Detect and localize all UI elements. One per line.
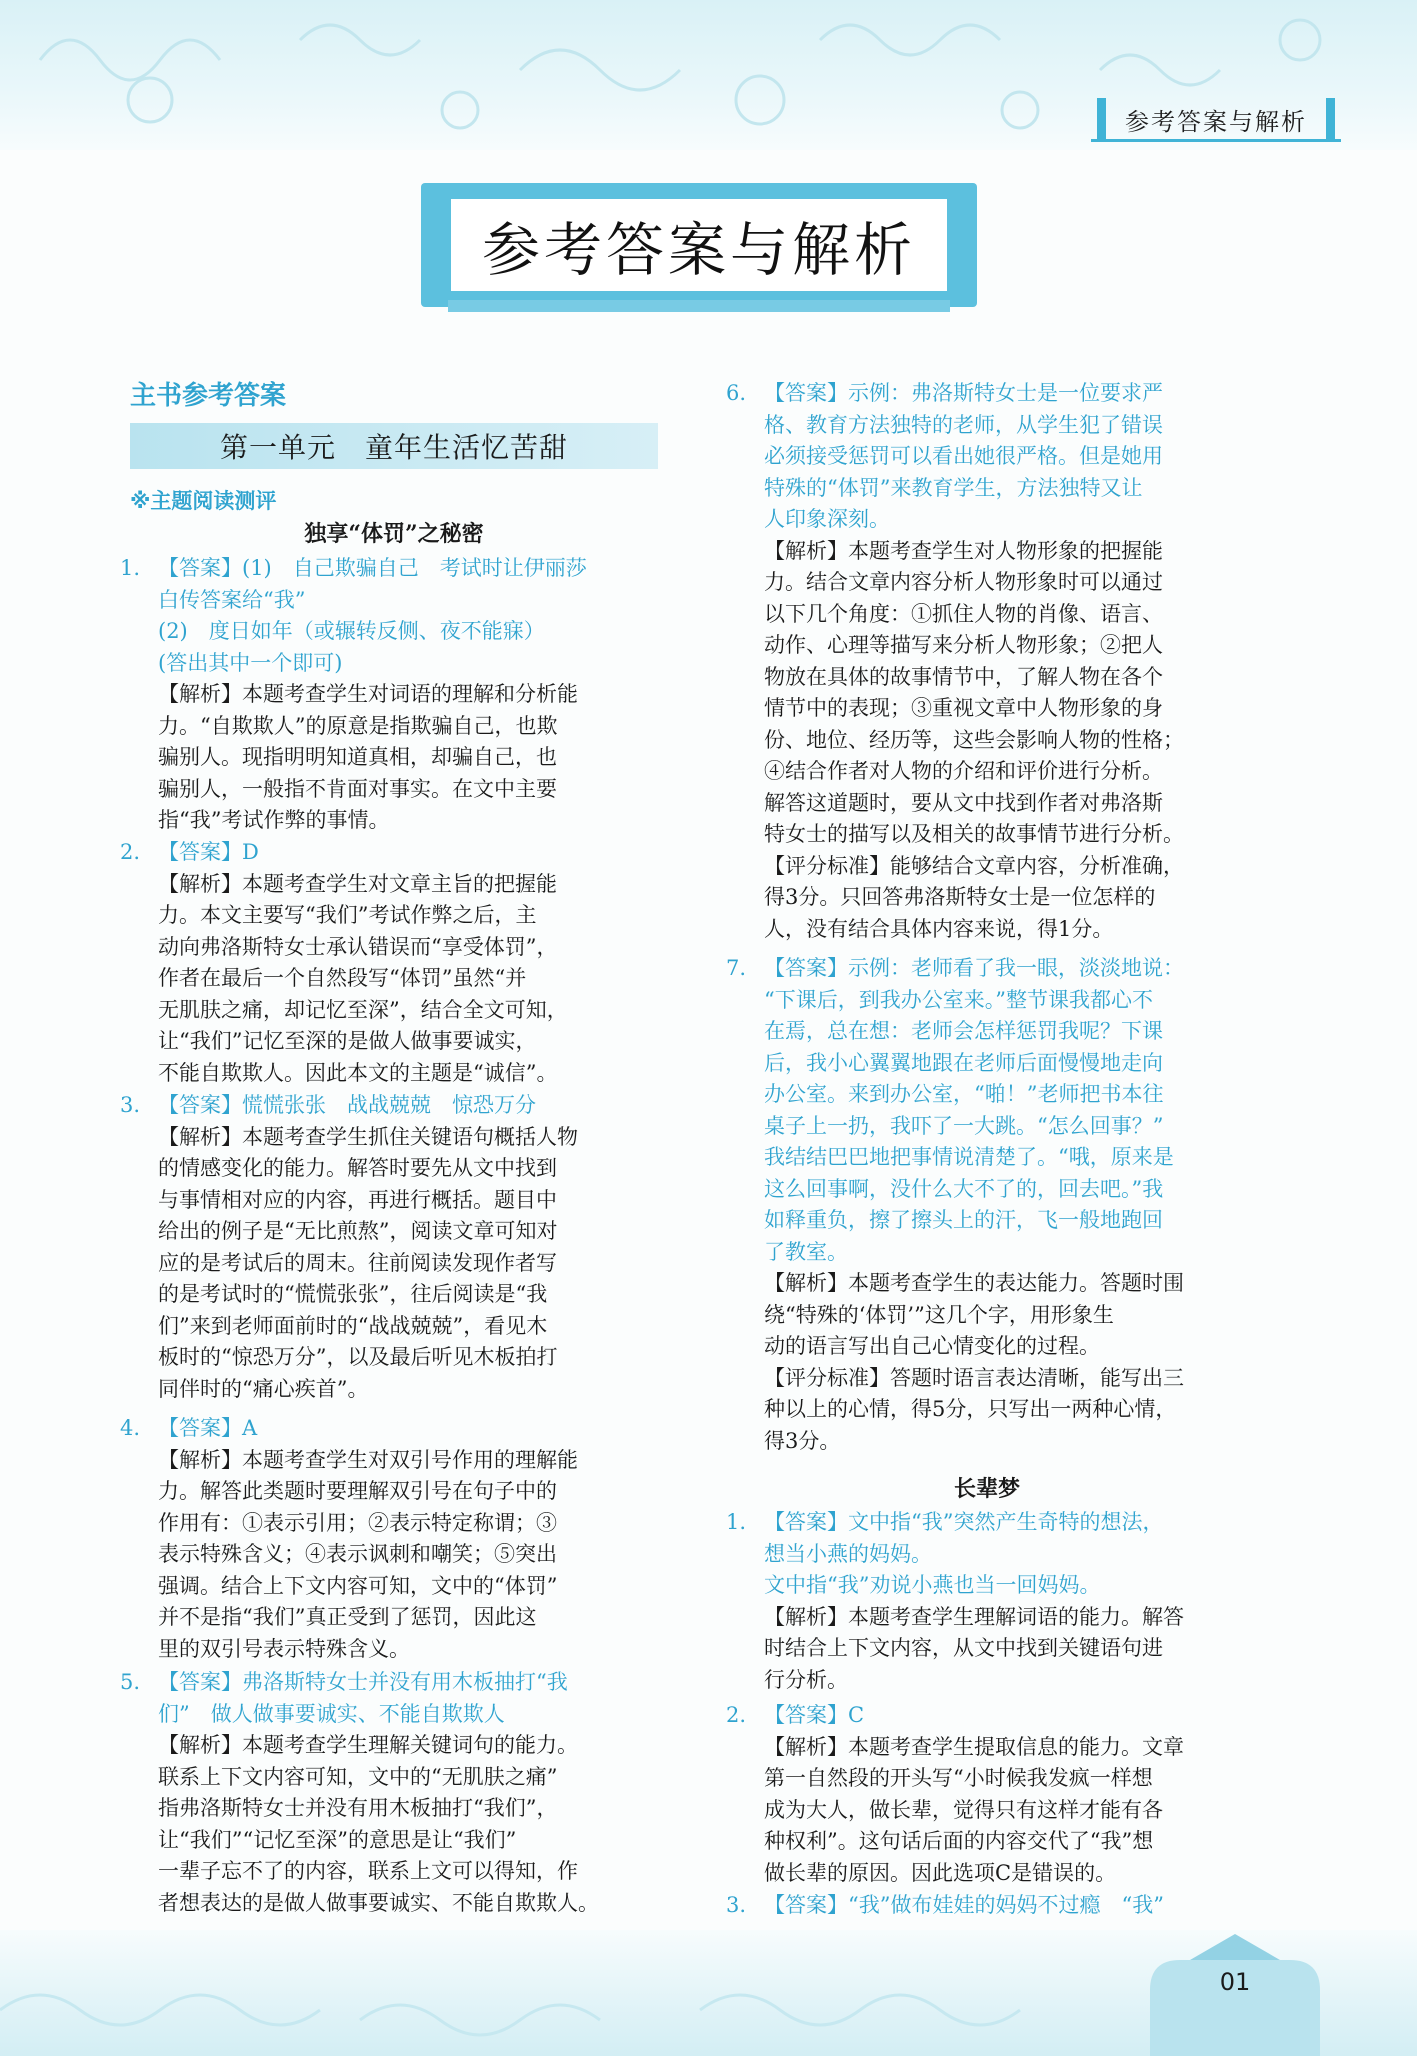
text-line <box>726 1665 1278 1697</box>
text-line <box>120 616 666 648</box>
answer-text: 后，我小心翼翼地跟在老师后面慢慢地走向 <box>764 1050 1163 1075</box>
answer-tag: 【答案】 <box>764 381 848 405</box>
text-line <box>120 1026 666 1058</box>
item-number: 6. <box>726 381 747 405</box>
main-title-frame <box>421 183 977 307</box>
answer-text: 们” 做人做事要诚实、不能自欺欺人 <box>158 1701 505 1726</box>
explanation-text: 应的是考试后的周末。往前阅读发现作者写 <box>158 1250 557 1275</box>
text-line <box>120 805 666 837</box>
text-line <box>726 1016 1278 1048</box>
explanation-text: 与事情相对应的内容，再进行概括。题目中 <box>158 1187 557 1212</box>
explanation-text: 【解析】 <box>158 682 242 706</box>
text-line <box>120 648 666 680</box>
explanation-text: 特女士的描写以及相关的故事情节进行分析。 <box>764 822 1184 846</box>
answer-tag: 【答案】 <box>158 1093 242 1117</box>
text-line <box>120 1571 666 1603</box>
text-line <box>726 536 1278 568</box>
text-line <box>120 1602 666 1634</box>
explanation-text: 得3分。只回答弗洛斯特女士是一位怎样的 <box>764 885 1156 909</box>
answer-tag: 【答案】 <box>764 1703 848 1727</box>
item-number: 1. <box>726 1510 747 1534</box>
item-number: 1. <box>120 556 141 580</box>
answer-text: 示例：弗洛斯特女士是一位要求严 <box>848 381 1163 405</box>
explanation-text: 种权利”。这句话后面的内容交代了“我”想 <box>764 1829 1154 1853</box>
answer-text: “下课后，到我办公室来。”整节课我都心不 <box>764 987 1153 1012</box>
explanation-text: 成为大人，做长辈，觉得只有这样才能有各 <box>764 1797 1163 1822</box>
text-line <box>726 725 1278 757</box>
answer-text: (2) 度日如年（或辗转反侧、夜不能寐） <box>158 619 545 643</box>
text-line <box>726 1205 1278 1237</box>
text-line <box>726 1174 1278 1206</box>
text-line <box>120 711 666 743</box>
explanation-text: 解答这道题时，要从文中找到作者对弗洛斯 <box>764 790 1163 815</box>
unit-heading: 第一单元 童年生活忆苦甜 <box>130 423 658 469</box>
answer-tag: 【答案】 <box>158 1416 242 1440</box>
text-line <box>120 1825 666 1857</box>
text-line <box>120 1508 666 1540</box>
text-line <box>726 1142 1278 1174</box>
answer-tag: 【答案】 <box>764 1893 848 1917</box>
text-line <box>726 1570 1278 1602</box>
text-line <box>726 1048 1278 1080</box>
explanation-text: 板时的“惊恐万分”，以及最后听见木板拍打 <box>158 1345 558 1369</box>
explanation-text: 同伴时的“痛心疾首”。 <box>158 1376 369 1401</box>
text-line <box>120 869 666 901</box>
answer-text: 特殊的“体罚”来教育学生，方法独特又让 <box>764 475 1143 500</box>
text-line <box>120 1279 666 1311</box>
explanation-text: 指弗洛斯特女士并没有用木板抽打“我们”， <box>158 1796 558 1820</box>
text-line <box>120 1248 666 1280</box>
text-line <box>726 1890 1278 1922</box>
explanation-text: 表示特殊含义；④表示讽刺和嘲笑；⑤突出 <box>158 1542 557 1566</box>
text-line <box>120 679 666 711</box>
running-header <box>1091 96 1341 142</box>
text-line <box>726 1363 1278 1395</box>
item-number: 3. <box>726 1893 747 1917</box>
answer-text: 示例：老师看了我一眼，淡淡地说： <box>848 956 1184 980</box>
item-number: 2. <box>120 840 141 864</box>
answer-tag: 【答案】 <box>764 1510 848 1534</box>
text-line <box>120 1888 666 1920</box>
item-number: 7. <box>726 956 747 980</box>
item-number: 3. <box>120 1093 141 1117</box>
answer-text: 在焉，总在想：老师会怎样惩罚我呢？下课 <box>764 1019 1163 1043</box>
text-line <box>120 1476 666 1508</box>
text-line <box>726 1602 1278 1634</box>
running-header-text: 参考答案与解析 <box>1125 107 1307 136</box>
answer-text: 人印象深刻。 <box>764 507 890 531</box>
text-line <box>726 985 1278 1017</box>
text-line <box>726 1394 1278 1426</box>
text-line <box>726 1700 1278 1732</box>
explanation-text: 们”来到老师面前时的“战战兢兢”，看见木 <box>158 1313 548 1338</box>
explanation-text: 得3分。 <box>764 1428 841 1453</box>
text-line <box>726 1633 1278 1665</box>
text-line <box>726 693 1278 725</box>
text-line <box>726 1426 1278 1458</box>
text-line <box>726 1079 1278 1111</box>
text-line <box>120 1374 666 1406</box>
answer-item <box>726 1700 1278 1889</box>
answer-text: A <box>242 1416 258 1440</box>
explanation-text: 里的双引号表示特殊含义。 <box>158 1636 410 1661</box>
answer-tag: 【答案】 <box>158 840 242 864</box>
text-line <box>120 1730 666 1762</box>
text-line <box>726 410 1278 442</box>
text-line <box>120 1413 666 1445</box>
main-title: 参考答案与解析 <box>451 199 947 291</box>
explanation-text: 指“我”考试作弊的事情。 <box>158 808 390 832</box>
explanation-text: 人，没有结合具体内容来说，得1分。 <box>764 916 1114 941</box>
text-line <box>726 441 1278 473</box>
text-line <box>120 1762 666 1794</box>
explanation-text: 绕“特殊的‘体罚’”这几个字，用形象生 <box>764 1302 1114 1327</box>
answer-item <box>120 837 666 1089</box>
explanation-text: 做长辈的原因。因此选项C是错误的。 <box>764 1860 1117 1885</box>
explanation-text: 不能自欺欺人。因此本文的主题是“诚信”。 <box>158 1060 558 1085</box>
explanation-text: 给出的例子是“无比煎熬”，阅读文章可知对 <box>158 1219 558 1243</box>
explanation-text: 的情感变化的能力。解答时要先从文中找到 <box>158 1156 557 1180</box>
answer-text: D <box>242 840 259 864</box>
text-line <box>120 837 666 869</box>
text-line <box>120 1090 666 1122</box>
answer-text: 桌子上一扔，我吓了一大跳。“怎么回事？” <box>764 1113 1164 1138</box>
answer-text: 了教室。 <box>764 1239 848 1264</box>
text-line <box>726 378 1278 410</box>
text-line <box>726 567 1278 599</box>
section-title: 主书参考答案 <box>130 381 287 411</box>
text-line <box>726 1732 1278 1764</box>
answer-text: (答出其中一个即可) <box>158 650 343 675</box>
explanation-text: ④结合作者对人物的介绍和评价进行分析。 <box>764 759 1163 783</box>
answer-item <box>726 378 1278 945</box>
text-line <box>726 1300 1278 1332</box>
text-line <box>726 756 1278 788</box>
answer-text: C <box>848 1703 865 1727</box>
explanation-text: 第一自然段的开头写“小时候我发疯一样想 <box>764 1766 1153 1790</box>
answer-text: 想当小燕的妈妈。 <box>764 1541 932 1566</box>
page-number: 01 <box>1219 1968 1251 1996</box>
explanation-text: 【解析】本题考查学生抓住关键语句概括人物 <box>158 1124 578 1149</box>
answer-tag: 【答案】 <box>158 1670 242 1694</box>
explanation-text: 动向弗洛斯特女士承认错误而“享受体罚”， <box>158 934 558 959</box>
explanation-text: 【解析】本题考查学生对双引号作用的理解能 <box>158 1447 578 1472</box>
explanation-text: 物放在具体的故事情节中，了解人物在各个 <box>764 664 1163 689</box>
text-line <box>120 1216 666 1248</box>
text-line <box>726 882 1278 914</box>
text-line <box>726 630 1278 662</box>
explanation-text: 【评分标准】答题时语言表达清晰，能写出三 <box>764 1365 1184 1390</box>
text-line <box>726 1763 1278 1795</box>
explanation-text: 【解析】本题考查学生的表达能力。答题时围 <box>764 1271 1184 1295</box>
answer-text: 我结结巴巴地把事情说清楚了。“哦，原来是 <box>764 1145 1174 1169</box>
answer-text: “我”做布娃娃的妈妈不过瘾 “我” <box>848 1893 1164 1917</box>
text-line <box>726 504 1278 536</box>
answer-text: (1) 自己欺骗自己 考试时让伊丽莎 <box>242 556 587 580</box>
text-line <box>726 1826 1278 1858</box>
text-line <box>120 1058 666 1090</box>
item-number: 4. <box>120 1416 141 1440</box>
answer-item <box>726 953 1278 1457</box>
text-line <box>726 473 1278 505</box>
text-line <box>120 742 666 774</box>
text-line <box>120 900 666 932</box>
article-title-1: 独享“体罚”之秘密 <box>304 521 484 547</box>
explanation-text: 以下几个角度：①抓住人物的肖像、语言、 <box>764 601 1163 626</box>
answer-text: 格、教育方法独特的老师，从学生犯了错误 <box>764 412 1163 437</box>
answer-text: 这么回事啊，没什么大不了的，回去吧。”我 <box>764 1176 1164 1201</box>
text-line <box>120 774 666 806</box>
text-line <box>120 963 666 995</box>
answer-item <box>120 1667 666 1919</box>
text-line <box>120 1153 666 1185</box>
text-line <box>120 585 666 617</box>
text-line <box>726 1268 1278 1300</box>
text-line <box>726 851 1278 883</box>
answer-item <box>726 1507 1278 1696</box>
explanation-text: 并不是指“我们”真正受到了惩罚，因此这 <box>158 1605 537 1629</box>
explanation-text: 动作、心理等描写来分析人物形象；②把人 <box>764 633 1163 657</box>
subsection-heading: ※主题阅读测评 <box>130 489 277 513</box>
answer-tag: 【答案】 <box>764 956 848 980</box>
text-line <box>726 1237 1278 1269</box>
explanation-text: 无肌肤之痛，却记忆至深”，结合全文可知， <box>158 997 568 1022</box>
explanation-text: 一辈子忘不了的内容，联系上文可以得知，作 <box>158 1859 578 1883</box>
text-line <box>726 1331 1278 1363</box>
explanation-text: 本题考查学生对词语的理解和分析能 <box>242 682 578 706</box>
explanation-text: 【解析】本题考查学生对人物形象的把握能 <box>764 538 1163 563</box>
explanation-text: 力。“自欺欺人”的原意是指欺骗自己，也欺 <box>158 713 558 738</box>
answer-text: 文中指“我”突然产生奇特的想法， <box>848 1510 1164 1534</box>
text-line <box>120 1856 666 1888</box>
text-line <box>120 1311 666 1343</box>
explanation-text: 【解析】本题考查学生提取信息的能力。文章 <box>764 1734 1184 1759</box>
text-line <box>120 1445 666 1477</box>
explanation-text: 力。本文主要写“我们”考试作弊之后，主 <box>158 903 537 927</box>
explanation-text: 【解析】本题考查学生对文章主旨的把握能 <box>158 871 557 896</box>
explanation-text: 力。解答此类题时要理解双引号在句子中的 <box>158 1479 557 1503</box>
explanation-text: 作用有：①表示引用；②表示特定称谓；③ <box>158 1510 557 1535</box>
article-title-2: 长辈梦 <box>953 1476 1020 1502</box>
text-line <box>120 1699 666 1731</box>
title-base-bar <box>448 300 950 312</box>
explanation-text: 种以上的心情，得5分，只写出一两种心情， <box>764 1397 1177 1421</box>
text-line <box>120 1793 666 1825</box>
explanation-text: 行分析。 <box>764 1667 848 1692</box>
explanation-text: 动的语言写出自己心情变化的过程。 <box>764 1334 1100 1358</box>
explanation-text: 让“我们”“记忆至深”的意思是让“我们” <box>158 1827 517 1852</box>
text-line <box>726 1507 1278 1539</box>
text-line <box>120 1122 666 1154</box>
explanation-text: 强调。结合上下文内容可知，文中的“体罚” <box>158 1573 558 1598</box>
explanation-text: 【评分标准】能够结合文章内容，分析准确， <box>764 853 1184 878</box>
explanation-text: 让“我们”记忆至深的是做人做事要诚实， <box>158 1029 537 1053</box>
answer-text: 必须接受惩罚可以看出她很严格。但是她用 <box>764 444 1163 468</box>
explanation-text: 骗别人。现指明明知道真相，却骗自己，也 <box>158 745 557 769</box>
text-line <box>726 1795 1278 1827</box>
text-line <box>726 662 1278 694</box>
explanation-text: 情节中的表现；③重视文章中人物形象的身 <box>764 696 1163 720</box>
text-line <box>120 1634 666 1666</box>
text-line <box>120 1185 666 1217</box>
text-line <box>120 1342 666 1374</box>
text-line <box>726 599 1278 631</box>
text-line <box>120 932 666 964</box>
text-line <box>726 1858 1278 1890</box>
explanation-text: 骗别人，一般指不肯面对事实。在文中主要 <box>158 776 557 801</box>
text-line <box>726 914 1278 946</box>
text-line <box>120 1667 666 1699</box>
answer-tag: 【答案】 <box>158 556 242 580</box>
answer-text: 慌慌张张 战战兢兢 惊恐万分 <box>242 1093 536 1117</box>
text-line <box>120 995 666 1027</box>
text-line <box>726 788 1278 820</box>
explanation-text: 联系上下文内容可知，文中的“无肌肤之痛” <box>158 1764 558 1789</box>
text-line <box>120 1539 666 1571</box>
answer-item <box>726 1890 1278 1922</box>
explanation-text: 者想表达的是做人做事要诚实、不能自欺欺人。 <box>158 1890 599 1915</box>
answer-text: 文中指“我”劝说小燕也当一回妈妈。 <box>764 1573 1101 1597</box>
answer-text: 办公室。来到办公室，“啪！”老师把书本往 <box>764 1082 1164 1106</box>
explanation-text: 【解析】本题考查学生理解词语的能力。解答 <box>764 1604 1184 1629</box>
explanation-text: 【解析】本题考查学生理解关键词句的能力。 <box>158 1733 578 1757</box>
text-line <box>726 1111 1278 1143</box>
answer-item <box>120 1413 666 1665</box>
answer-text: 弗洛斯特女士并没有用木板抽打“我 <box>242 1670 568 1694</box>
text-line <box>726 1539 1278 1571</box>
explanation-text: 作者在最后一个自然段写“体罚”虽然“并 <box>158 966 527 990</box>
answer-item <box>120 1090 666 1405</box>
explanation-text: 份、地位、经历等，这些会影响人物的性格； <box>764 727 1184 752</box>
text-line <box>120 553 666 585</box>
explanation-text: 的是考试时的“慌慌张张”，往后阅读是“我 <box>158 1282 548 1306</box>
answer-text: 白传答案给“我” <box>158 587 306 612</box>
explanation-text: 时结合上下文内容，从文中找到关键语句进 <box>764 1636 1163 1660</box>
item-number: 2. <box>726 1703 747 1727</box>
text-line <box>726 953 1278 985</box>
answer-text: 如释重负，擦了擦头上的汗，飞一般地跑回 <box>764 1208 1163 1232</box>
explanation-text: 力。结合文章内容分析人物形象时可以通过 <box>764 570 1163 594</box>
item-number: 5. <box>120 1670 141 1694</box>
text-line <box>726 819 1278 851</box>
answer-item <box>120 553 666 837</box>
